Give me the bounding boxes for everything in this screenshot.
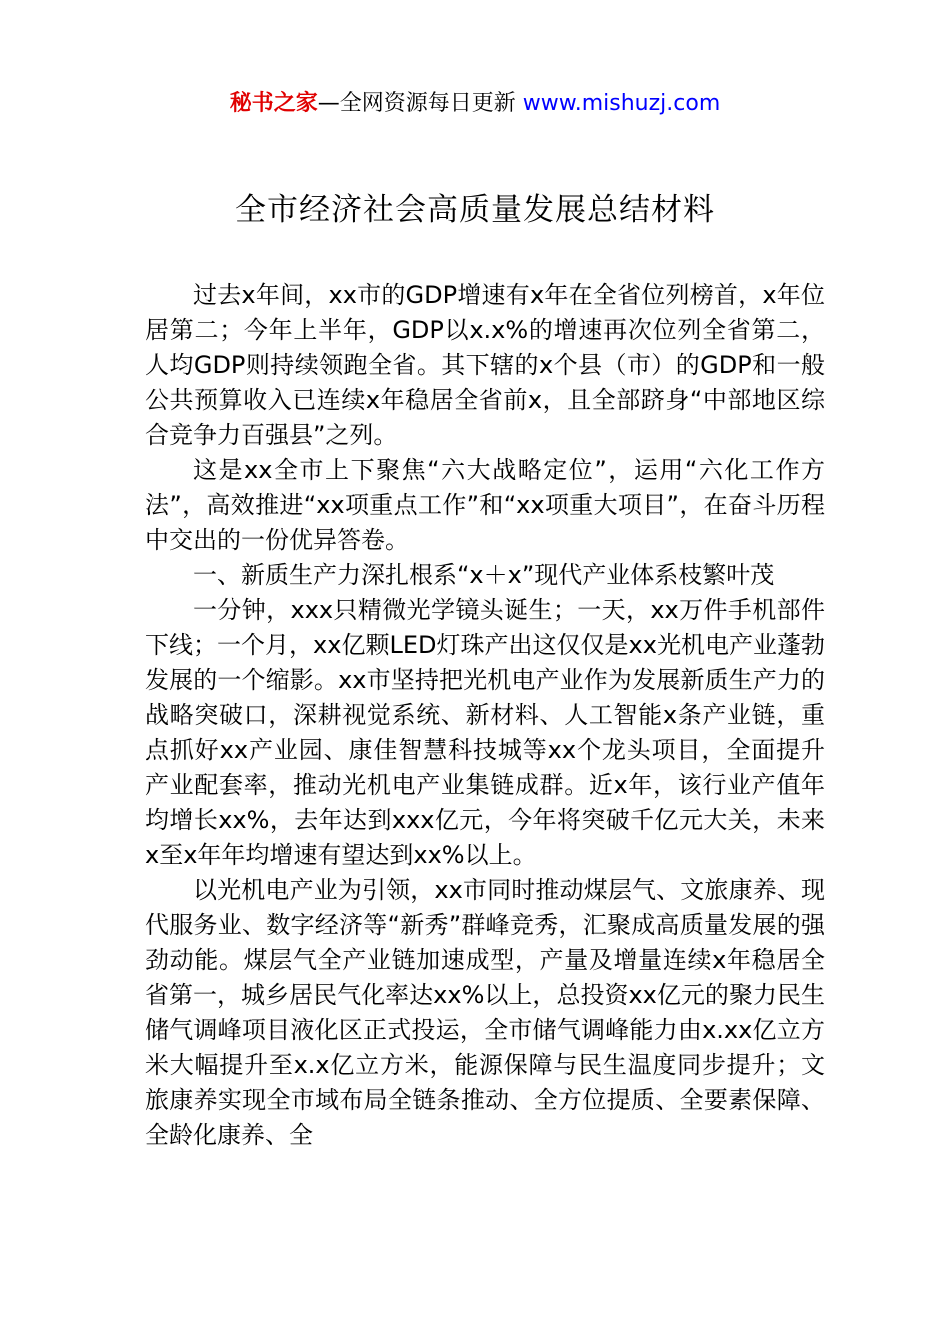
section-heading-1: 一、新质生产力深扎根系“x＋x”现代产业体系枝繁叶茂: [193, 561, 775, 589]
header-brand: 秘书之家: [229, 91, 318, 116]
header-slogan: —全网资源每日更新: [317, 91, 516, 116]
page-header: [0, 88, 950, 120]
header-site-link[interactable]: www.mishuzj.com: [522, 91, 721, 116]
document-body: [145, 278, 825, 1153]
paragraph-1: 过去x年间，xx市的GDP增速有x年在全省位列榜首，x年位居第二；今年上半年，GDP以x.x%的增速再次位列全省第二，人均GDP则持续领跑全省。其下辖的x个县（市）的GDP和一般公共预算收入已连续x年稳居全省前x，且全部跻身“中部地区综合竞争力百强县”之列。: [145, 281, 825, 449]
paragraph-2: 这是xx全市上下聚焦“六大战略定位”，运用“六化工作方法”，高效推进“xx项重点工作”和“xx项重大项目”，在奋斗历程中交出的一份优异答卷。: [145, 456, 825, 554]
paragraph-4: 以光机电产业为引领，xx市同时推动煤层气、文旅康养、现代服务业、数字经济等“新秀”群峰竞秀，汇聚成高质量发展的强劲动能。煤层气全产业链加速成型，产量及增量连续x年稳居全省第一，城乡居民气化率达xx%以上，总投资xx亿元的聚力民生储气调峰项目液化区正式投运，全市储气调峰能力由x.xx亿立方米大幅提升至x.x亿立方米，能源保障与民生温度同步提升；文旅康养实现全市域布局全链条推动、全方位提质、全要素保障、全龄化康养、全: [145, 876, 825, 1149]
document-title: 全市经济社会高质量发展总结材料: [235, 192, 715, 228]
paragraph-3: 一分钟，xxx只精微光学镜头诞生；一天，xx万件手机部件下线；一个月，xx亿颗LED灯珠产出这仅仅是xx光机电产业蓬勃发展的一个缩影。xx市坚持把光机电产业作为发展新质生产力的战略突破口，深耕视觉系统、新材料、人工智能x条产业链，重点抓好xx产业园、康佳智慧科技城等xx个龙头项目，全面提升产业配套率，推动光机电产业集链成群。近x年，该行业产值年均增长xx%，去年达到xxx亿元，今年将突破千亿元大关，未来x至x年年均增速有望达到xx%以上。: [145, 596, 825, 869]
